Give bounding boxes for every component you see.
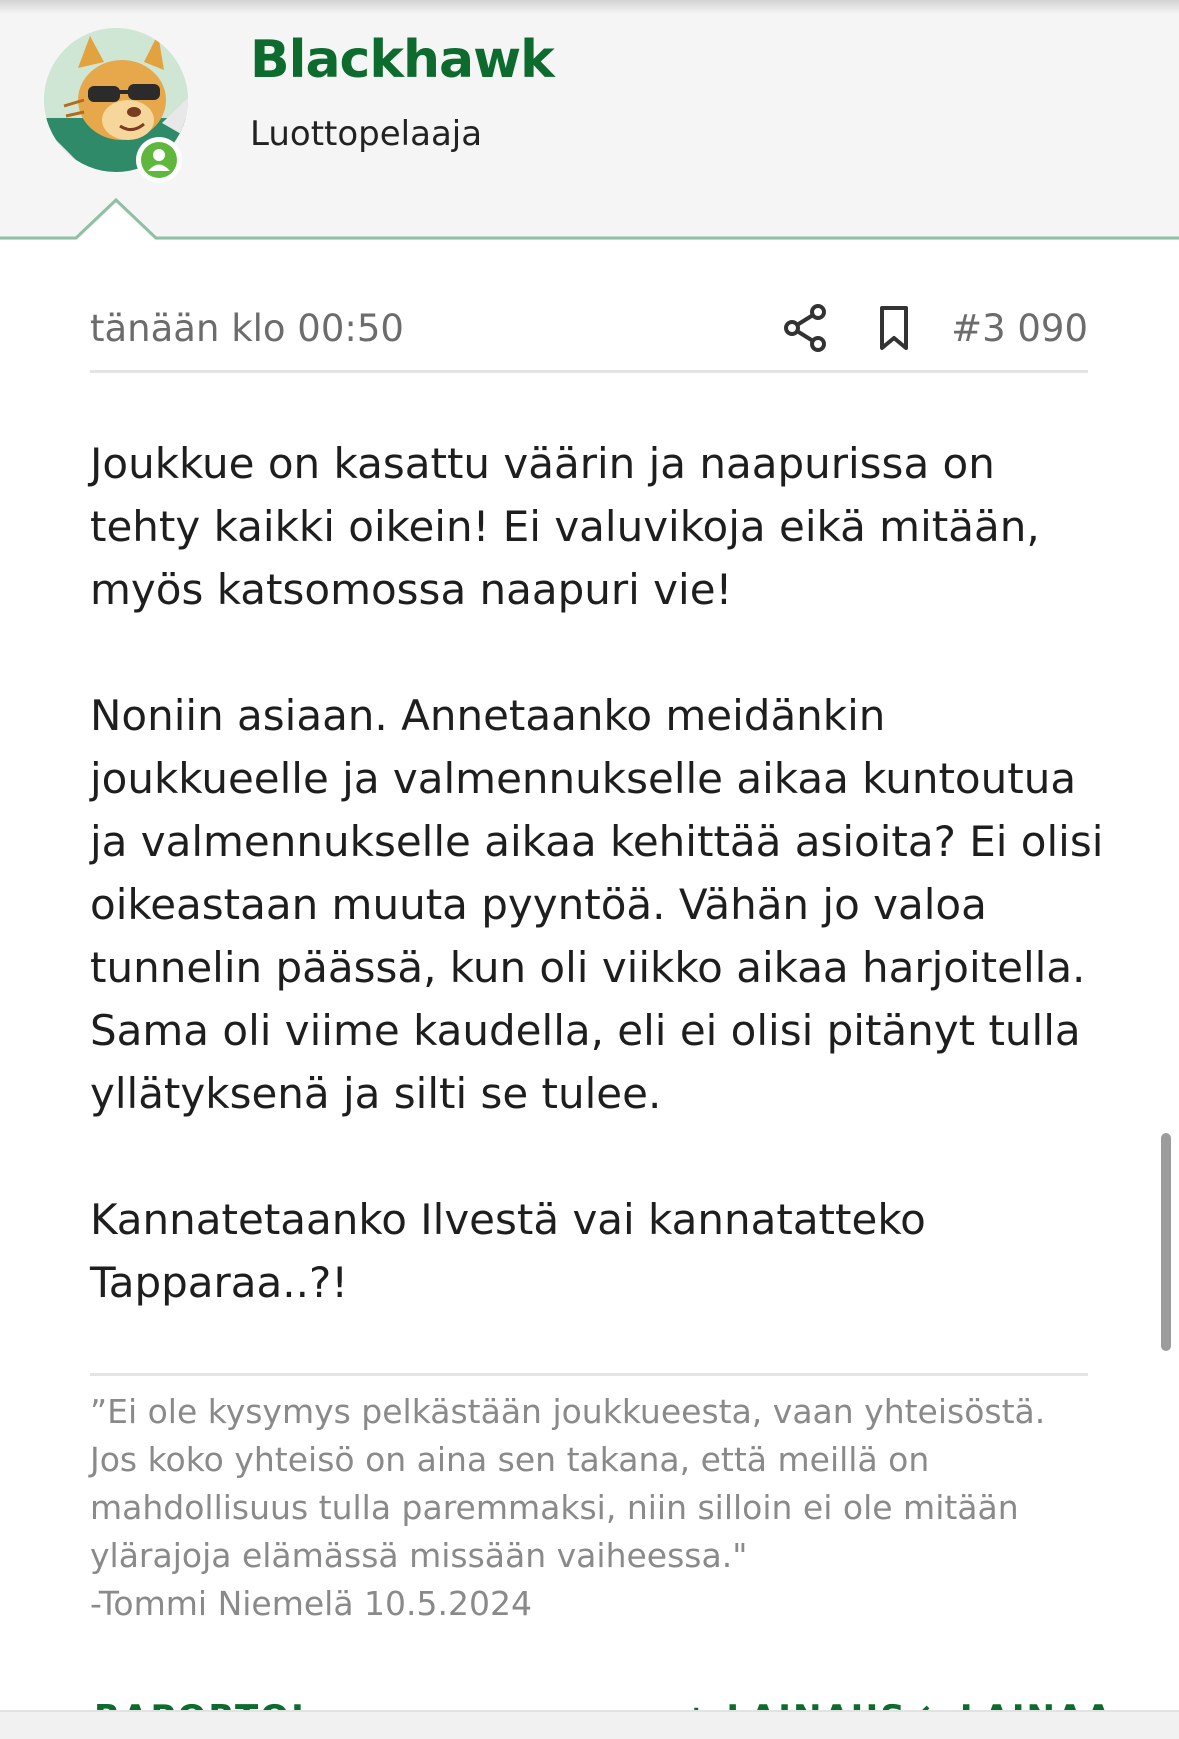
username-link[interactable]: Blackhawk [250,30,554,90]
user-signature [90,1373,1088,1628]
post-line: ja valmennukselle aikaa kehittää asioita? Ei olisi [90,817,1104,866]
bookmark-button[interactable] [874,300,914,356]
page-scrollbar[interactable] [1161,1133,1171,1351]
share-button[interactable] [782,300,830,356]
post-line: myös katsomossa naapuri vie! [90,565,733,614]
paragraph-gap [90,621,1100,684]
post-line: Noniin asiaan. Annetaanko meidänkin [90,691,886,740]
share-icon [782,300,830,356]
bottom-browser-bar [0,1710,1179,1739]
signature-line: ”Ei ole kysymys pelkästään joukkueesta, vaan yhteisöstä. [90,1392,1046,1431]
paragraph-gap [90,1125,1100,1188]
post-line: Kannatetaanko Ilvestä vai kannatatteko [90,1195,926,1244]
post-line: Joukkue on kasattu väärin ja naapurissa on [90,439,995,488]
online-status-badge [136,137,182,183]
post-line: yllätyksenä ja silti se tulee. [90,1069,662,1118]
user-title: Luottopelaaja [250,114,483,154]
bookmark-icon [874,300,914,356]
signature-line: ylärajoja elämässä missään vaiheessa." [90,1536,748,1575]
post-line: joukkueelle ja valmennukselle aikaa kuntoutua [90,754,1077,803]
post-line: Sama oli viime kaudella, eli ei olisi pitänyt tulla [90,1006,1081,1055]
online-dot [141,142,177,178]
post-number-link[interactable]: #3 090 [951,307,1088,350]
post-line: tunnelin päässä, kun oli viikko aikaa harjoitella. [90,943,1086,992]
signature-line: mahdollisuus tulla paremmaksi, niin silloin ei ole mitään [90,1488,1019,1527]
signature-line: Jos koko yhteisö on aina sen takana, että meillä on [90,1440,930,1479]
post-author-header [0,0,1179,240]
post-timestamp[interactable]: tänään klo 00:50 [90,307,404,350]
post-line: tehty kaikki oikein! Ei valuvikoja eikä mitään, [90,502,1040,551]
post-line: Tapparaa..?! [90,1258,349,1307]
post-meta-row [90,300,1088,373]
post-content [90,432,1104,1314]
signature-line: -Tommi Niemelä 10.5.2024 [90,1584,533,1623]
post-line: oikeastaan muuta pyyntöä. Vähän jo valoa [90,880,987,929]
user-icon [141,142,177,178]
